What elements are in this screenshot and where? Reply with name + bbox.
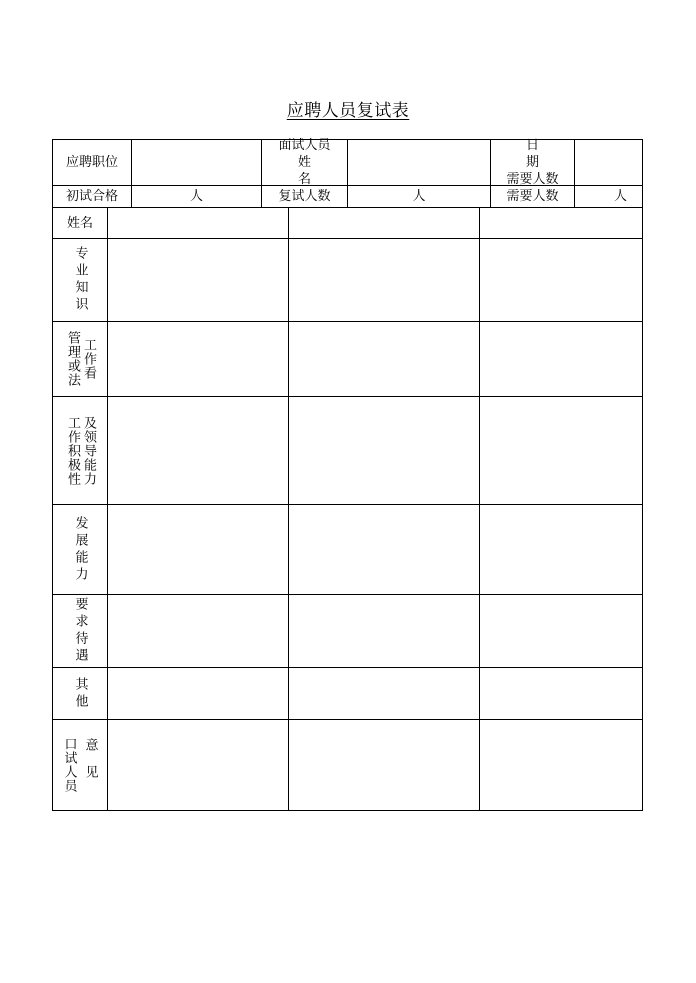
retest-form-table bbox=[52, 139, 643, 811]
candidate-1-other-field[interactable] bbox=[108, 668, 289, 720]
candidate-2-opinion-field[interactable] bbox=[289, 720, 480, 810]
salary-expectation-label: 要求待遇 bbox=[53, 595, 108, 668]
candidate-1-professional-field[interactable] bbox=[108, 239, 289, 322]
candidate-2-expectation-field[interactable] bbox=[289, 595, 480, 668]
candidate-3-management-field[interactable] bbox=[480, 322, 643, 397]
position-field[interactable] bbox=[132, 140, 262, 186]
management-view-label: 管理或法 工作看 bbox=[53, 322, 108, 397]
retest-count-label: 复试人数 bbox=[262, 186, 348, 208]
needed-count-label: 需要人数 bbox=[491, 186, 575, 208]
candidate-3-opinion-field[interactable] bbox=[480, 720, 643, 810]
candidate-2-other-field[interactable] bbox=[289, 668, 480, 720]
professional-knowledge-label: 专业知识 bbox=[53, 239, 108, 322]
candidate-3-professional-field[interactable] bbox=[480, 239, 643, 322]
unit-label: 人 bbox=[189, 189, 203, 204]
unit-label: 人 bbox=[412, 189, 426, 204]
candidate-1-opinion-field[interactable] bbox=[108, 720, 289, 810]
interviewer-opinion-label: 口试人员 意见 bbox=[53, 720, 108, 810]
candidate-1-leadership-field[interactable] bbox=[108, 397, 289, 505]
first-pass-count-field[interactable] bbox=[132, 186, 262, 208]
date-needed-field[interactable] bbox=[575, 140, 643, 186]
candidate-1-expectation-field[interactable] bbox=[108, 595, 289, 668]
unit-label: 人 bbox=[613, 189, 627, 204]
date-needed-label: 日 期 需要人数 bbox=[491, 140, 575, 186]
candidate-2-development-field[interactable] bbox=[289, 505, 480, 595]
development-ability-label: 发展能力 bbox=[53, 505, 108, 595]
candidate-2-name-field[interactable] bbox=[289, 208, 480, 239]
candidate-2-leadership-field[interactable] bbox=[289, 397, 480, 505]
candidate-1-management-field[interactable] bbox=[108, 322, 289, 397]
position-label: 应聘职位 bbox=[53, 140, 132, 186]
interviewer-name-label: 面试人员 姓 名 bbox=[262, 140, 348, 186]
candidate-1-development-field[interactable] bbox=[108, 505, 289, 595]
candidate-3-leadership-field[interactable] bbox=[480, 397, 643, 505]
name-label: 姓名 bbox=[53, 208, 108, 239]
candidate-2-professional-field[interactable] bbox=[289, 239, 480, 322]
candidate-1-name-field[interactable] bbox=[108, 208, 289, 239]
retest-count-field[interactable] bbox=[348, 186, 491, 208]
candidate-3-name-field[interactable] bbox=[480, 208, 643, 239]
interviewer-name-field[interactable] bbox=[348, 140, 491, 186]
candidate-3-expectation-field[interactable] bbox=[480, 595, 643, 668]
candidate-3-development-field[interactable] bbox=[480, 505, 643, 595]
candidate-2-management-field[interactable] bbox=[289, 322, 480, 397]
document-title: 应聘人员复试表 bbox=[286, 101, 410, 121]
work-leadership-label: 工作积极性 及领导能力 bbox=[53, 397, 108, 505]
needed-count-field[interactable] bbox=[575, 186, 643, 208]
other-label: 其他 bbox=[53, 668, 108, 720]
first-pass-label: 初试合格 bbox=[53, 186, 132, 208]
candidate-3-other-field[interactable] bbox=[480, 668, 643, 720]
